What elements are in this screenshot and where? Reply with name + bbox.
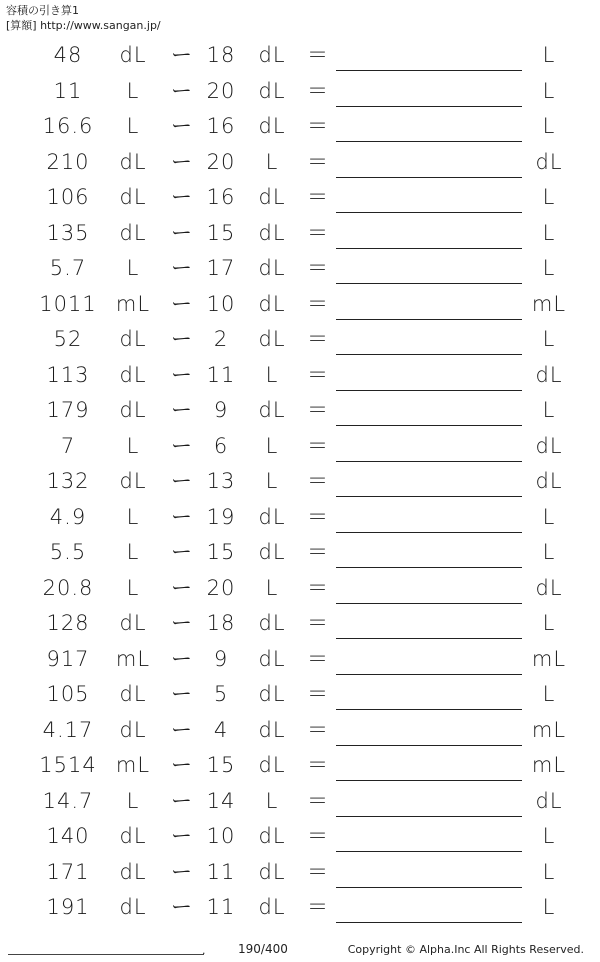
answer-unit: dL: [535, 362, 563, 387]
subtrahend-unit: L: [265, 433, 279, 458]
equals-sign: ＝: [307, 611, 329, 635]
answer-unit: L: [542, 611, 556, 635]
problem-row: [0, 605, 600, 641]
problem-row: [0, 179, 600, 215]
answer-blank[interactable]: [336, 851, 522, 852]
answer-blank[interactable]: [336, 106, 522, 107]
problem-row: [0, 818, 600, 854]
problem-row: [0, 854, 600, 890]
problem-row: [0, 215, 600, 251]
minus-sign: ー: [171, 788, 193, 813]
answer-blank[interactable]: [336, 638, 522, 639]
minuend-unit: L: [126, 540, 140, 564]
footer-name-line: [8, 954, 204, 955]
minuend-value: 14.7: [42, 788, 94, 813]
answer-unit: mL: [531, 753, 567, 777]
answer-blank[interactable]: [336, 461, 522, 462]
answer-unit: L: [542, 859, 556, 884]
equals-sign: ＝: [307, 824, 329, 848]
equals-sign: ＝: [307, 291, 329, 316]
subtrahend-unit: dL: [258, 43, 286, 67]
subtrahend-unit: dL: [258, 682, 286, 706]
minuend-value: 5.5: [49, 540, 87, 564]
minuend-value: 20.8: [42, 575, 94, 600]
minus-sign: ー: [171, 859, 193, 884]
minus-sign: ー: [171, 504, 193, 529]
minus-sign: ー: [171, 78, 193, 103]
answer-unit: mL: [531, 291, 567, 316]
minus-sign: ー: [171, 433, 193, 458]
problem-list: [0, 37, 600, 925]
equals-sign: ＝: [307, 220, 329, 245]
answer-unit: L: [542, 540, 556, 564]
minuend-value: 5.7: [49, 256, 87, 280]
equals-sign: ＝: [307, 398, 329, 422]
answer-blank[interactable]: [336, 709, 522, 710]
answer-blank[interactable]: [336, 816, 522, 817]
answer-blank[interactable]: [336, 141, 522, 142]
problem-row: [0, 747, 600, 783]
subtrahend-value: 20: [206, 78, 236, 103]
subtrahend-value: 2: [213, 327, 229, 351]
minuend-unit: L: [126, 575, 140, 600]
problem-row: [0, 108, 600, 144]
answer-unit: dL: [535, 788, 563, 813]
answer-blank[interactable]: [336, 248, 522, 249]
equals-sign: ＝: [307, 646, 329, 671]
minuend-value: 106: [46, 185, 90, 209]
minuend-unit: dL: [119, 895, 147, 919]
subtrahend-unit: dL: [258, 611, 286, 635]
answer-unit: L: [542, 114, 556, 138]
problem-row: [0, 250, 600, 286]
minuend-value: 917: [46, 646, 90, 671]
minus-sign: ー: [171, 398, 193, 422]
minuend-value: 210: [46, 149, 90, 174]
subtrahend-value: 19: [206, 504, 236, 529]
subtrahend-value: 16: [206, 114, 236, 138]
subtrahend-unit: dL: [258, 256, 286, 280]
problem-row: [0, 676, 600, 712]
minuend-unit: L: [126, 256, 140, 280]
answer-unit: L: [542, 398, 556, 422]
minuend-unit: dL: [119, 185, 147, 209]
subtrahend-unit: dL: [258, 78, 286, 103]
minus-sign: ー: [171, 895, 193, 919]
subtrahend-unit: dL: [258, 540, 286, 564]
minuend-unit: dL: [119, 220, 147, 245]
subtrahend-value: 10: [206, 291, 236, 316]
problem-row: [0, 357, 600, 393]
answer-unit: L: [542, 185, 556, 209]
minuend-unit: mL: [115, 646, 151, 671]
equals-sign: ＝: [307, 78, 329, 103]
answer-blank[interactable]: [336, 922, 522, 923]
answer-blank[interactable]: [336, 532, 522, 533]
problem-row: [0, 73, 600, 109]
subtrahend-value: 16: [206, 185, 236, 209]
problem-row: [0, 534, 600, 570]
subtrahend-unit: dL: [258, 859, 286, 884]
subtrahend-value: 4: [213, 717, 229, 742]
copyright-notice: Copyright © Alpha.Inc All Rights Reserved.: [347, 943, 584, 956]
answer-blank[interactable]: [336, 70, 522, 71]
subtrahend-unit: dL: [258, 185, 286, 209]
minus-sign: ー: [171, 185, 193, 209]
minuend-value: 1011: [39, 291, 97, 316]
equals-sign: ＝: [307, 504, 329, 529]
minus-sign: ー: [171, 753, 193, 777]
minus-sign: ー: [171, 682, 193, 706]
equals-sign: ＝: [307, 469, 329, 493]
problem-row: [0, 570, 600, 606]
answer-blank[interactable]: [336, 425, 522, 426]
equals-sign: ＝: [307, 114, 329, 138]
answer-unit: mL: [531, 646, 567, 671]
minuend-value: 135: [46, 220, 90, 245]
problem-row: [0, 463, 600, 499]
subtrahend-unit: dL: [258, 895, 286, 919]
subtrahend-unit: dL: [258, 398, 286, 422]
minuend-unit: L: [126, 788, 140, 813]
minuend-value: 105: [46, 682, 90, 706]
equals-sign: ＝: [307, 859, 329, 884]
subtrahend-unit: dL: [258, 220, 286, 245]
problem-row: [0, 783, 600, 819]
answer-blank[interactable]: [336, 354, 522, 355]
equals-sign: ＝: [307, 256, 329, 280]
equals-sign: ＝: [307, 682, 329, 706]
subtrahend-value: 10: [206, 824, 236, 848]
answer-unit: dL: [535, 469, 563, 493]
minuend-value: 48: [53, 43, 83, 67]
minuend-value: 1514: [39, 753, 97, 777]
worksheet-source-url: [算額] http://www.sangan.jp/: [6, 19, 161, 32]
minus-sign: ー: [171, 256, 193, 280]
answer-blank[interactable]: [336, 390, 522, 391]
subtrahend-value: 6: [213, 433, 229, 458]
minus-sign: ー: [171, 327, 193, 351]
minus-sign: ー: [171, 220, 193, 245]
answer-blank[interactable]: [336, 212, 522, 213]
minuend-value: 128: [46, 611, 90, 635]
minuend-unit: dL: [119, 43, 147, 67]
problem-row: [0, 286, 600, 322]
subtrahend-value: 9: [213, 398, 229, 422]
subtrahend-value: 20: [206, 149, 236, 174]
minuend-value: 191: [46, 895, 90, 919]
answer-unit: mL: [531, 717, 567, 742]
minuend-unit: dL: [119, 611, 147, 635]
answer-unit: L: [542, 43, 556, 67]
minuend-unit: L: [126, 433, 140, 458]
subtrahend-unit: dL: [258, 753, 286, 777]
answer-unit: L: [542, 256, 556, 280]
equals-sign: ＝: [307, 540, 329, 564]
subtrahend-unit: dL: [258, 824, 286, 848]
minuend-unit: dL: [119, 398, 147, 422]
minuend-unit: mL: [115, 753, 151, 777]
minuend-unit: dL: [119, 362, 147, 387]
equals-sign: ＝: [307, 327, 329, 351]
minus-sign: ー: [171, 362, 193, 387]
answer-unit: L: [542, 327, 556, 351]
minuend-value: 4.17: [42, 717, 94, 742]
equals-sign: ＝: [307, 575, 329, 600]
equals-sign: ＝: [307, 895, 329, 919]
subtrahend-value: 17: [206, 256, 236, 280]
minuend-unit: dL: [119, 149, 147, 174]
answer-unit: L: [542, 78, 556, 103]
minus-sign: ー: [171, 717, 193, 742]
minuend-value: 7: [60, 433, 76, 458]
minuend-value: 140: [46, 824, 90, 848]
answer-blank[interactable]: [336, 887, 522, 888]
subtrahend-unit: L: [265, 788, 279, 813]
subtrahend-value: 5: [213, 682, 229, 706]
minuend-unit: dL: [119, 717, 147, 742]
equals-sign: ＝: [307, 185, 329, 209]
answer-blank[interactable]: [336, 177, 522, 178]
answer-blank[interactable]: [336, 567, 522, 568]
problem-row: [0, 499, 600, 535]
worksheet-title: 容積の引き算1: [6, 4, 79, 17]
minuend-value: 132: [46, 469, 90, 493]
subtrahend-unit: dL: [258, 504, 286, 529]
equals-sign: ＝: [307, 362, 329, 387]
answer-blank[interactable]: [336, 745, 522, 746]
subtrahend-value: 15: [206, 220, 236, 245]
problem-row: [0, 641, 600, 677]
minuend-unit: dL: [119, 327, 147, 351]
minuend-unit: dL: [119, 682, 147, 706]
minuend-value: 4.9: [49, 504, 87, 529]
subtrahend-unit: dL: [258, 717, 286, 742]
equals-sign: ＝: [307, 788, 329, 813]
problem-row: [0, 144, 600, 180]
subtrahend-unit: dL: [258, 327, 286, 351]
minuend-value: 16.6: [42, 114, 94, 138]
subtrahend-unit: L: [265, 575, 279, 600]
answer-blank[interactable]: [336, 319, 522, 320]
problem-row: [0, 37, 600, 73]
minuend-value: 113: [46, 362, 90, 387]
answer-blank[interactable]: [336, 603, 522, 604]
answer-unit: L: [542, 682, 556, 706]
subtrahend-value: 18: [206, 611, 236, 635]
minus-sign: ー: [171, 824, 193, 848]
answer-unit: dL: [535, 149, 563, 174]
problem-row: [0, 712, 600, 748]
subtrahend-unit: dL: [258, 291, 286, 316]
problem-row: [0, 321, 600, 357]
answer-blank[interactable]: [336, 283, 522, 284]
minuend-unit: dL: [119, 469, 147, 493]
minus-sign: ー: [171, 575, 193, 600]
minuend-unit: mL: [115, 291, 151, 316]
minuend-value: 171: [46, 859, 90, 884]
subtrahend-value: 9: [213, 646, 229, 671]
minuend-unit: L: [126, 114, 140, 138]
minus-sign: ー: [171, 611, 193, 635]
subtrahend-value: 15: [206, 540, 236, 564]
page-number: 190/400: [238, 942, 288, 956]
subtrahend-value: 15: [206, 753, 236, 777]
minuend-unit: L: [126, 78, 140, 103]
problem-row: [0, 428, 600, 464]
minuend-unit: dL: [119, 859, 147, 884]
minuend-unit: dL: [119, 824, 147, 848]
answer-blank[interactable]: [336, 674, 522, 675]
subtrahend-value: 14: [206, 788, 236, 813]
minuend-value: 11: [53, 78, 83, 103]
worksheet-header: [6, 3, 161, 33]
answer-unit: dL: [535, 575, 563, 600]
equals-sign: ＝: [307, 43, 329, 67]
equals-sign: ＝: [307, 149, 329, 174]
subtrahend-value: 20: [206, 575, 236, 600]
equals-sign: ＝: [307, 717, 329, 742]
minuend-unit: L: [126, 504, 140, 529]
minus-sign: ー: [171, 469, 193, 493]
answer-blank[interactable]: [336, 496, 522, 497]
minuend-value: 52: [53, 327, 83, 351]
answer-unit: L: [542, 504, 556, 529]
minus-sign: ー: [171, 540, 193, 564]
minuend-value: 179: [46, 398, 90, 422]
subtrahend-unit: L: [265, 362, 279, 387]
problem-row: [0, 889, 600, 925]
equals-sign: ＝: [307, 433, 329, 458]
minus-sign: ー: [171, 149, 193, 174]
subtrahend-unit: dL: [258, 114, 286, 138]
minus-sign: ー: [171, 291, 193, 316]
subtrahend-unit: L: [265, 149, 279, 174]
subtrahend-value: 11: [206, 362, 236, 387]
minus-sign: ー: [171, 43, 193, 67]
equals-sign: ＝: [307, 753, 329, 777]
subtrahend-value: 13: [206, 469, 236, 493]
answer-blank[interactable]: [336, 780, 522, 781]
subtrahend-value: 18: [206, 43, 236, 67]
subtrahend-value: 11: [206, 895, 236, 919]
answer-unit: L: [542, 824, 556, 848]
answer-unit: L: [542, 895, 556, 919]
answer-unit: L: [542, 220, 556, 245]
subtrahend-unit: L: [265, 469, 279, 493]
answer-unit: dL: [535, 433, 563, 458]
footer-dot: .: [202, 944, 206, 957]
minus-sign: ー: [171, 646, 193, 671]
subtrahend-unit: dL: [258, 646, 286, 671]
subtrahend-value: 11: [206, 859, 236, 884]
problem-row: [0, 392, 600, 428]
minus-sign: ー: [171, 114, 193, 138]
